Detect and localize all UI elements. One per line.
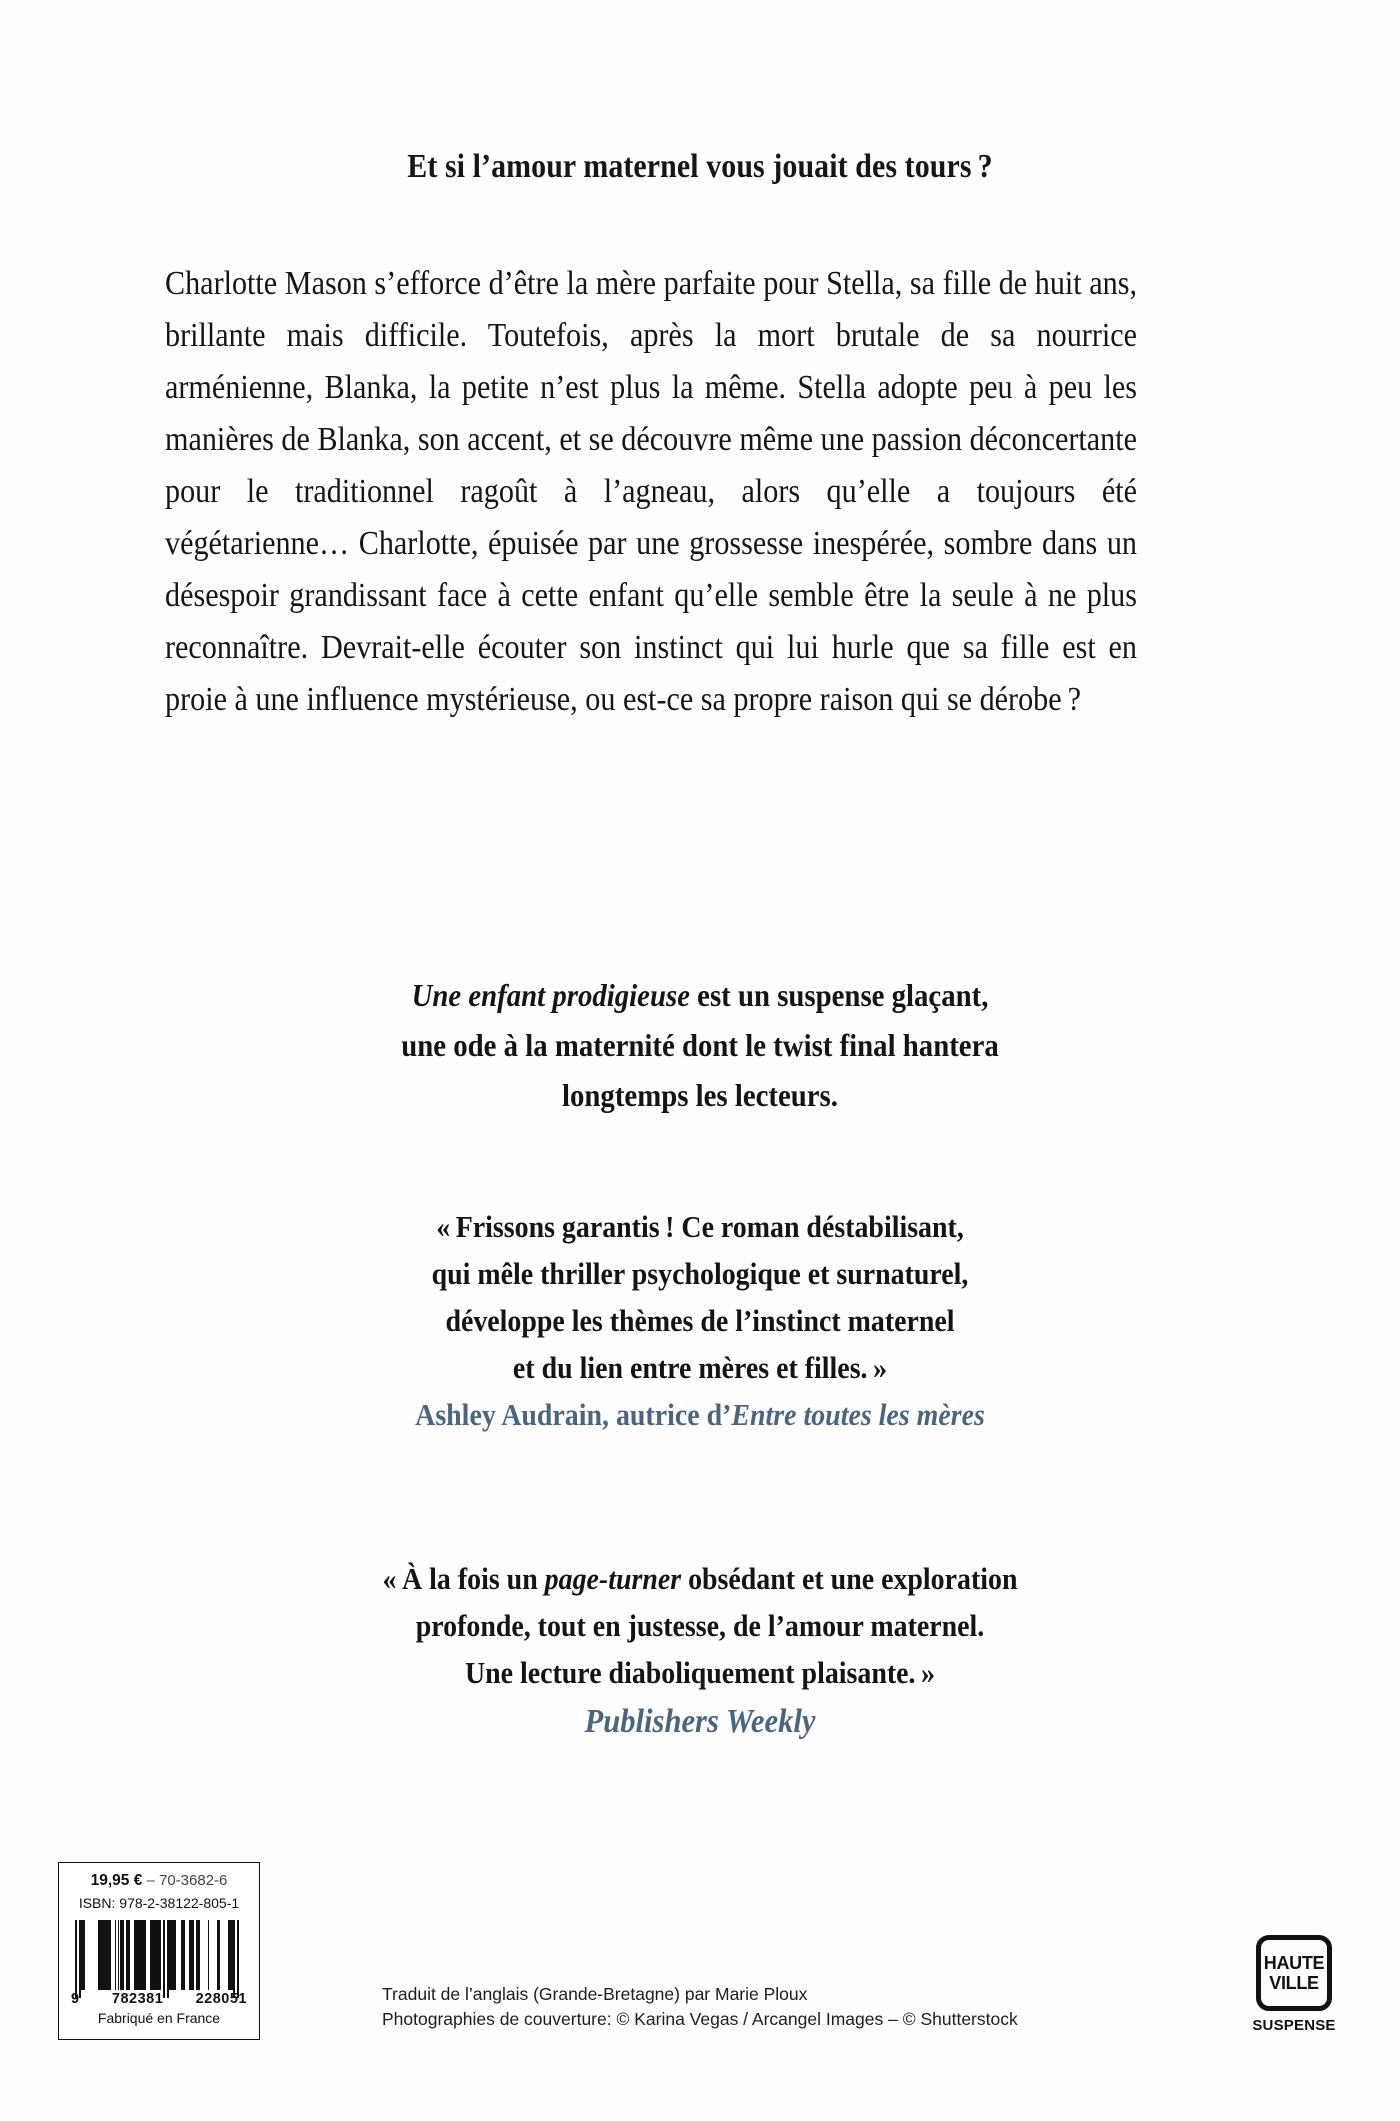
price-code: – 70-3682-6 xyxy=(146,1872,228,1889)
review1-line3: développe les thèmes de l’instinct maternel xyxy=(445,1303,955,1338)
page-title: Et si l’amour maternel vous jouait des tours ? xyxy=(407,148,993,185)
credits-block xyxy=(382,1982,1018,2032)
made-in-label: Fabriqué en France xyxy=(97,2010,221,2026)
review2-attribution: Publishers Weekly xyxy=(584,1703,816,1740)
review2-line1-pre: « À la fois un xyxy=(382,1561,545,1596)
barcode-digits xyxy=(71,1991,247,2007)
review2-line1-italic: page-turner xyxy=(544,1561,682,1596)
review2-line1-post: obsédant et une exploration xyxy=(681,1561,1018,1596)
barcode-digit-group-3: 228051 xyxy=(195,1991,247,2007)
synopsis-paragraph: Charlotte Mason s’efforce d’être la mère parfaite pour Stella, sa fille de huit ans, brillante mais difficile. Toutefois, après la mort brutale de sa nourrice arménienne, Blanka, la petite n’est plus la même. Stella adopte peu à peu les manières de Blanka, son accent, et se découvre même une passion déconcertante pour le traditionnel ragoût à l’agneau, alors qu’elle a toujours été végétarienne… Charlotte, épuisée par une grossesse inespérée, sombre dans un désespoir grandissant face à cette enfant qu’elle semble être la seule à ne plus reconnaître. Devrait-elle écouter son instinct qui lui hurle que sa fille est en proie à une influence mystérieuse, ou est-ce sa propre raison qui se dérobe ? xyxy=(165,265,1137,718)
review1-attribution xyxy=(70,1391,1330,1438)
price-line xyxy=(59,1872,259,1890)
tagline-block xyxy=(70,970,1330,1120)
review-quote-publishers-weekly xyxy=(70,1555,1330,1748)
review-quote-audrain xyxy=(70,1203,1330,1438)
translation-credit: Traduit de l’anglais (Grande-Bretagne) par Marie Ploux xyxy=(382,1984,808,2004)
publisher-logo-box xyxy=(1256,1935,1332,2011)
book-title-italic: Une enfant prodigieuse xyxy=(411,977,690,1013)
publisher-name-line1: HAUTE xyxy=(1263,1953,1325,1973)
review1-line1: « Frissons garantis ! Ce roman déstabilisant, xyxy=(436,1209,964,1244)
price-value: 19,95 € xyxy=(90,1872,143,1889)
review1-attribution-name: Ashley Audrain, autrice d’ xyxy=(415,1397,732,1432)
review2-line3: Une lecture diaboliquement plaisante. » xyxy=(464,1655,936,1690)
barcode-bars xyxy=(75,1920,243,1990)
review1-line4: et du lien entre mères et filles. » xyxy=(512,1350,888,1385)
barcode-block xyxy=(58,1862,260,2040)
barcode-digit-group-2: 782381 xyxy=(111,1991,164,2007)
cover-photo-credit: Photographies de couverture: © Karina Vegas / Arcangel Images – © Shutterstock xyxy=(382,2009,1018,2029)
tagline-line1-rest: est un suspense glaçant, xyxy=(689,977,989,1013)
review2-line2: profonde, tout en justesse, de l’amour maternel. xyxy=(415,1608,985,1643)
tagline-line2: une ode à la maternité dont le twist final hantera xyxy=(401,1027,999,1063)
imprint-label: SUSPENSE xyxy=(1252,2017,1336,2034)
publisher-logo xyxy=(1252,1935,1336,2034)
publisher-name-line2: VILLE xyxy=(1269,1973,1319,1993)
review1-attribution-title: Entre toutes les mères xyxy=(731,1397,985,1432)
isbn-value: ISBN: 978-2-38122-805-1 xyxy=(78,1895,240,1911)
tagline-line3: longtemps les lecteurs. xyxy=(562,1077,838,1113)
barcode-digit-group-1: 9 xyxy=(71,1991,80,2007)
review1-line2: qui mêle thriller psychologique et surnaturel, xyxy=(431,1256,969,1291)
